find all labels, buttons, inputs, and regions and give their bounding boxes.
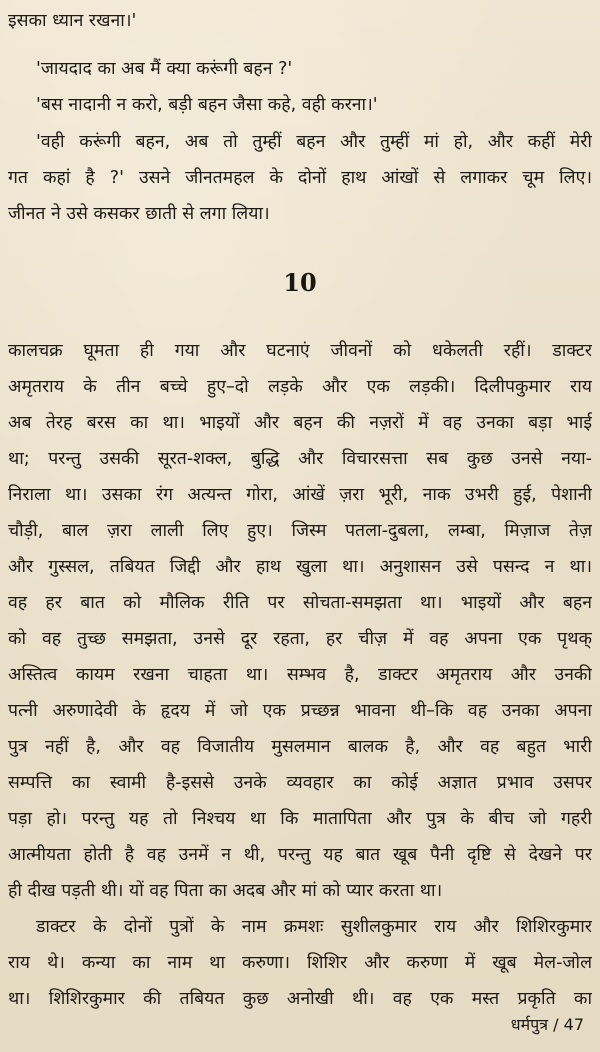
- text-line: 'बस नादानी न करो, बड़ी बहन जैसा कहे, वही करना।': [36, 95, 378, 115]
- text-line: जीनत ने उसे कसकर छाती से लगा लिया।: [8, 204, 270, 224]
- text-line: पड़ा हो। परन्तु यह तो निश्चय था कि मातापिता और पुत्र के बीच जो गहरी: [8, 809, 592, 829]
- text-line: आत्मीयता होती है वह उनमें न थी, परन्तु यह बात खूब पैनी दृष्टि से देखने पर: [8, 845, 592, 865]
- text-line: 'वही करूंगी बहन, अब तो तुम्हीं बहन और तुम्हीं मां हो, और कहीं मेरी: [36, 132, 592, 152]
- text-line: चौड़ी, बाल ज़रा लाली लिए हुए। जिस्म पतला-दुबला, लम्बा, मिज़ाज तेज़: [8, 521, 592, 541]
- text-line: अस्तित्व कायम रखना चाहता था। सम्भव है, डाक्टर अमृतराय और उनकी: [8, 665, 592, 685]
- text-line: गत कहां है ?' उसने जीनतमहल के दोनों हाथ आंखों से लगाकर चूम लिए।: [8, 168, 592, 188]
- text-line: को वह तुच्छ समझता, उनसे दूर रहता, हर चीज़ में वह अपना एक पृथक्: [8, 629, 592, 649]
- text-line: कालचक्र घूमता ही गया और घटनाएं जीवनों को धकेलती रहीं। डाक्टर: [8, 341, 592, 361]
- text-line: वह हर बात को मौलिक रीति पर सोचता-समझता था। भाइयों और बहन: [8, 593, 592, 613]
- page-footer: धर्मपुत्र / 47: [510, 1015, 584, 1034]
- text-line: पुत्र नहीं है, और वह विजातीय मुसलमान बालक है, और वह बहुत भारी: [8, 737, 592, 757]
- text-line: 'जायदाद का अब मैं क्या करूंगी बहन ?': [36, 59, 293, 79]
- text-line: और गुस्सल, तबियत जिद्दी और हाथ खुला था। अनुशासन उसे पसन्द न था।: [8, 557, 592, 577]
- text-line: सम्पत्ति का स्वामी है-इससे उनके व्यवहार का कोई अज्ञात प्रभाव उसपर: [8, 773, 592, 793]
- chapter-number: 10: [283, 268, 317, 297]
- text-line: अमृतराय के तीन बच्चे हुए–दो लड़के और एक लड़की। दिलीपकुमार राय: [8, 377, 592, 397]
- text-line: था। शिशिरकुमार की तबियत कुछ अनोखी थी। वह एक मस्त प्रकृति का: [8, 989, 592, 1009]
- text-line: डाक्टर के दोनों पुत्रों के नाम क्रमशः सुशीलकुमार राय और शिशिरकुमार: [36, 917, 592, 937]
- text-line: राय थे। कन्या का नाम था करुणा। शिशिर और करुणा में खूब मेल-जोल: [8, 953, 592, 973]
- text-line: इसका ध्यान रखना।': [8, 11, 137, 31]
- text-line: पत्नी अरुणादेवी के हृदय में जो एक प्रच्छन्न भावना थी–कि वह उनका अपना: [8, 701, 592, 721]
- text-line: निराला था। उसका रंग अत्यन्त गोरा, आंखें ज़रा भूरी, नाक उभरी हुई, पेशानी: [8, 485, 592, 505]
- text-line: था; परन्तु उसकी सूरत-शक्ल, बुद्धि और विचारसत्ता सब कुछ उनसे नया-: [8, 449, 592, 469]
- text-line: ही दीख पड़ती थी। यों वह पिता का अदब और मां को प्यार करता था।: [8, 881, 443, 901]
- text-line: अब तेरह बरस का था। भाइयों और बहन की नज़रों में वह उनका बड़ा भाई: [8, 413, 592, 433]
